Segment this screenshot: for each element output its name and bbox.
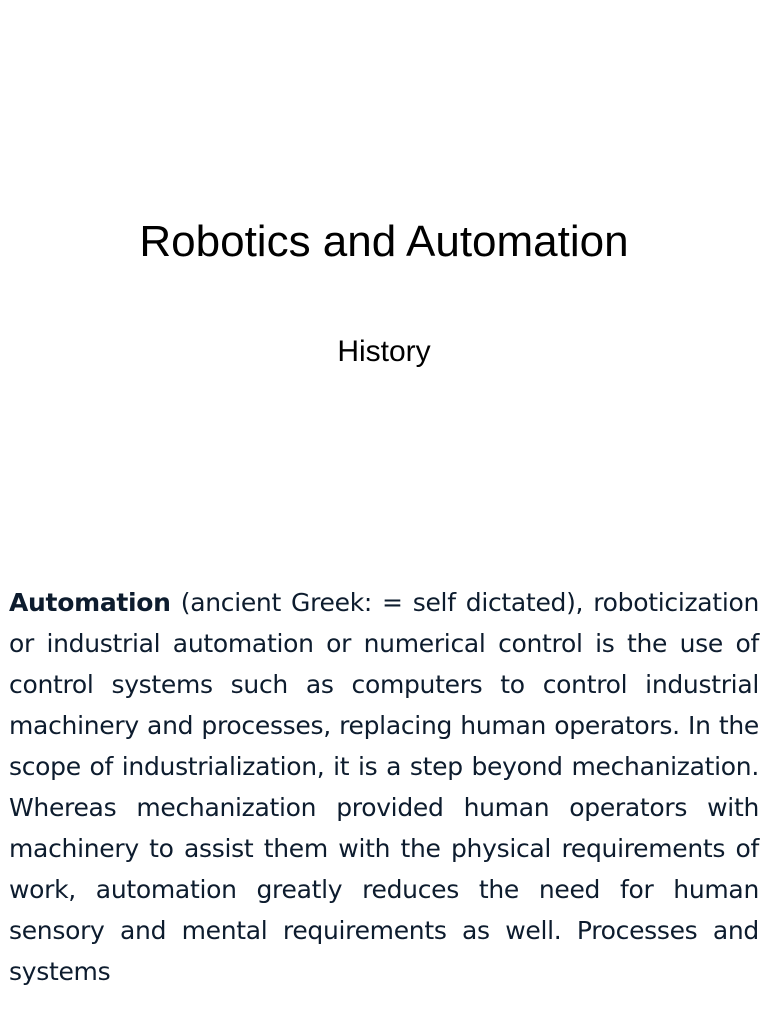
lead-term: Automation — [9, 588, 171, 617]
body-paragraph — [9, 582, 759, 992]
slide-subtitle: History — [337, 335, 431, 368]
slide-title: Robotics and Automation — [139, 217, 629, 266]
paragraph-text: (ancient Greek: = self dictated), roboticization or industrial automation or numerical control is the use of control systems such as computers to control industrial machinery and processes, replacing human operators. In the scope of industrialization, it is a step beyond mechanization. Whereas mechanization provided human operators with machinery to assist them with the physical requirements of work, automation greatly reduces the need for human sensory and mental requirements as well. Processes and systems — [9, 588, 759, 986]
